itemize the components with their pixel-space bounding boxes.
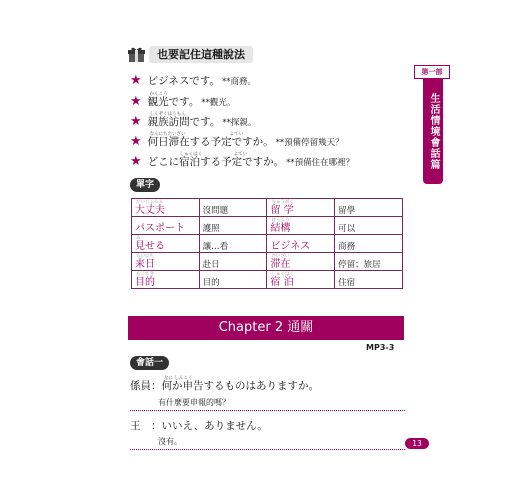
- star-icon: ★: [130, 94, 142, 109]
- table-row: み 見せる 讓…看 ビジネス 商務: [132, 235, 403, 253]
- divider: [130, 410, 405, 411]
- divider: [130, 449, 405, 450]
- table-row: だいじょうぶ 大丈夫 沒問題 りゅうがく 留 学 留學: [132, 199, 403, 217]
- dialogue-label: 會話一: [130, 356, 169, 370]
- table-row: もくてき 目的 目的 しゅくはく 宿 泊 住宿: [132, 271, 403, 289]
- sentence-5: ★ しゅくはく よてい どこに宿泊する予定ですか。 **預備住在哪裡？: [130, 152, 355, 169]
- part-label: 第一部: [414, 65, 450, 79]
- sentence-1: ★ ビジネスです。 **商務。: [130, 73, 257, 88]
- gift-icon: [128, 46, 145, 63]
- dialogue-translation-2: 沒有。: [158, 437, 182, 446]
- star-icon: ★: [130, 73, 142, 88]
- star-icon: ★: [130, 154, 142, 169]
- star-icon: ★: [130, 114, 142, 129]
- dialogue-translation-1: 有什麼要申報的嗎？: [158, 398, 230, 407]
- sentence-2: ★ かんこう 観光です。 **觀光。: [130, 92, 236, 109]
- vocab-table: [131, 198, 403, 289]
- dialogue-line-1: なに しんこく 係員：何か申告するものはありますか。: [130, 376, 319, 392]
- star-icon: ★: [130, 134, 142, 149]
- page-number: 13: [405, 438, 429, 449]
- chapter-side-tab: 生活情境會話篇: [423, 79, 443, 184]
- table-row: らいにち 来日 赴日 たいざい 滞在 停留；旅居: [132, 253, 403, 271]
- table-row: パスポート 護照 けっこう 結構 可以: [132, 217, 403, 235]
- audio-track-label: MP3-3: [366, 343, 395, 352]
- vocab-label: 單字: [130, 178, 160, 192]
- sentence-3: ★ しんぞくほうもん 親族訪問です。 **探親。: [130, 112, 257, 129]
- sentence-4: ★ なんにちたいざい よてい 何日滞在する予定ですか。 **預備停留幾天？: [130, 132, 344, 149]
- chapter-banner: Chapter 2 通關: [128, 316, 404, 340]
- section-title: 也要記住這種說法: [149, 46, 253, 63]
- dialogue-line-2: 王 ：いいえ、ありません。: [130, 420, 268, 432]
